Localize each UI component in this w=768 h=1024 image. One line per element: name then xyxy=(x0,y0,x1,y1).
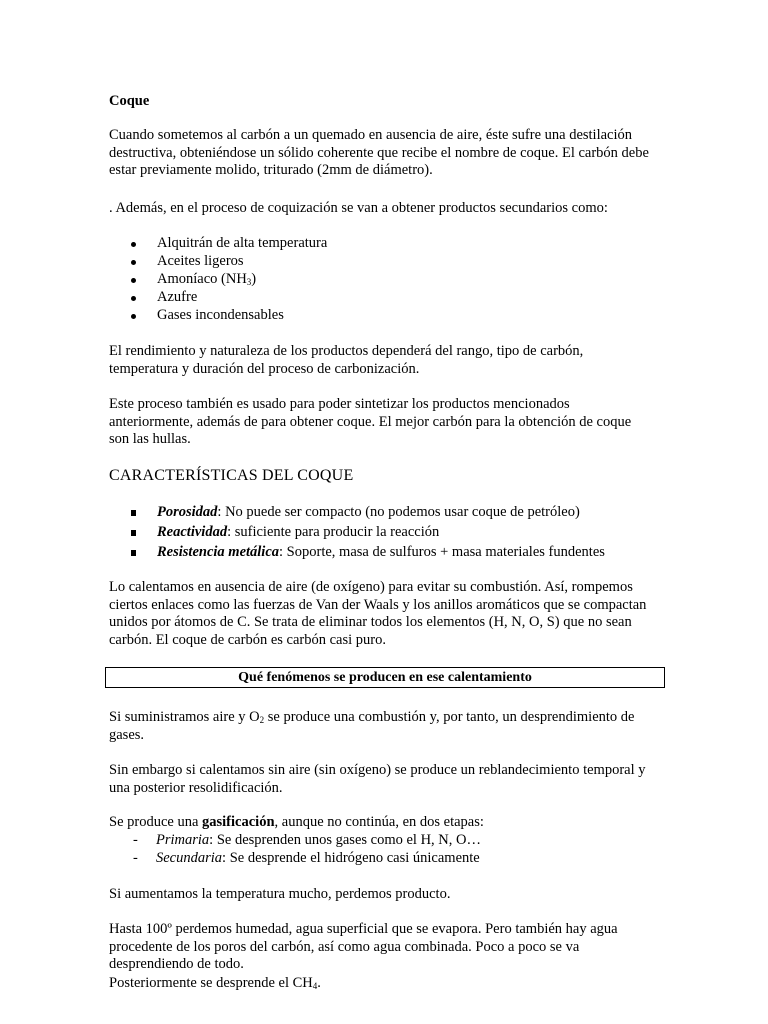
list-item: Aceites ligeros xyxy=(109,253,649,271)
list-item: Porosidad: No puede ser compacto (no podemos usar coque de petróleo) xyxy=(109,504,649,524)
intro-paragraph: Cuando sometemos al carbón a un quemado en ausencia de aire, éste sufre una destilación destructiva, obteniéndose un sólido coherente que recibe el nombre de coque. El carbón debe estar previamente molido, triturado (2mm de diámetro). xyxy=(109,127,649,178)
hasta-100-paragraph: Hasta 100º perdemos humedad, agua superficial que se evapora. Pero también hay agua procedente de los poros del carbón, así como agua combinada. Poco a poco se va desprendiendo de todo. xyxy=(109,921,618,972)
list-item: Amoníaco $(NH_3)$ xyxy=(109,271,649,289)
document-title: Coque xyxy=(109,93,150,109)
bullet-icon xyxy=(131,296,136,301)
list-item: Gases incondensables xyxy=(109,307,649,325)
sintetizar-paragraph: Este proceso también es usado para poder sintetizar los productos mencionados anteriormente, además de para obtener coque. El mejor carbón para la obtención de coque son las hullas. xyxy=(109,396,632,447)
bullet-icon xyxy=(131,278,136,283)
list-item: Azufre xyxy=(109,289,649,307)
square-bullet-icon xyxy=(131,550,136,556)
list-item: Reactividad: suficiente para producir la reacción xyxy=(109,524,649,544)
bullet-icon xyxy=(131,260,136,265)
characteristics-list xyxy=(109,504,649,564)
square-bullet-icon xyxy=(131,530,136,536)
secondary-products-intro: . Además, en el proceso de coquización se van a obtener productos secundarios como: xyxy=(109,200,608,216)
boxed-section-heading: Qué fenómenos se producen en ese calentamiento xyxy=(105,667,665,688)
sin-aire-paragraph: Sin embargo si calentamos sin aire (sin oxígeno) se produce un reblandecimiento temporal y una posterior resolidificación. xyxy=(109,762,646,796)
list-item: Alquitrán de alta temperatura xyxy=(109,235,649,253)
square-bullet-icon xyxy=(131,510,136,516)
gasificacion-paragraph: Se produce una gasificación, aunque no continúa, en dos etapas: xyxy=(109,814,484,830)
calentamos-paragraph: Lo calentamos en ausencia de aire (de oxígeno) para evitar su combustión. Así, rompemos ciertos enlaces como las fuerzas de Van der Waals y los anillos aromáticos que se compactan unidos por átomos de C. Se trata de eliminar todos los elementos (H, N, O, S) que no sean carbón. El coque de carbón es carbón casi puro. xyxy=(109,579,647,648)
ch4-paragraph: Posteriormente se desprende el $CH_4$. xyxy=(109,975,321,991)
dash-marker: - xyxy=(133,832,138,848)
list-item: - Secundaria: Se desprende el hidrógeno casi únicamente xyxy=(133,850,480,866)
dash-marker: - xyxy=(133,850,138,866)
products-list xyxy=(109,235,649,325)
list-item: - Primaria: Se desprenden unos gases como el H, N, O… xyxy=(133,832,481,848)
rendimiento-paragraph: El rendimiento y naturaleza de los productos dependerá del rango, tipo de carbón, temperatura y duración del proceso de carbonización. xyxy=(109,343,584,377)
stages-list xyxy=(109,832,649,868)
list-item: Resistencia metálica: Soporte, masa de sulfuros + masa materiales fundentes xyxy=(109,544,649,564)
bullet-icon xyxy=(131,314,136,319)
temperatura-paragraph: Si aumentamos la temperatura mucho, perdemos producto. xyxy=(109,886,451,902)
section-heading-caracteristicas: CARACTERÍSTICAS DEL COQUE xyxy=(109,467,354,484)
aire-paragraph: Si suministramos aire y $O_2$ se produce una combustión y, por tanto, un desprendimiento de gases. xyxy=(109,709,635,743)
bullet-icon xyxy=(131,242,136,247)
